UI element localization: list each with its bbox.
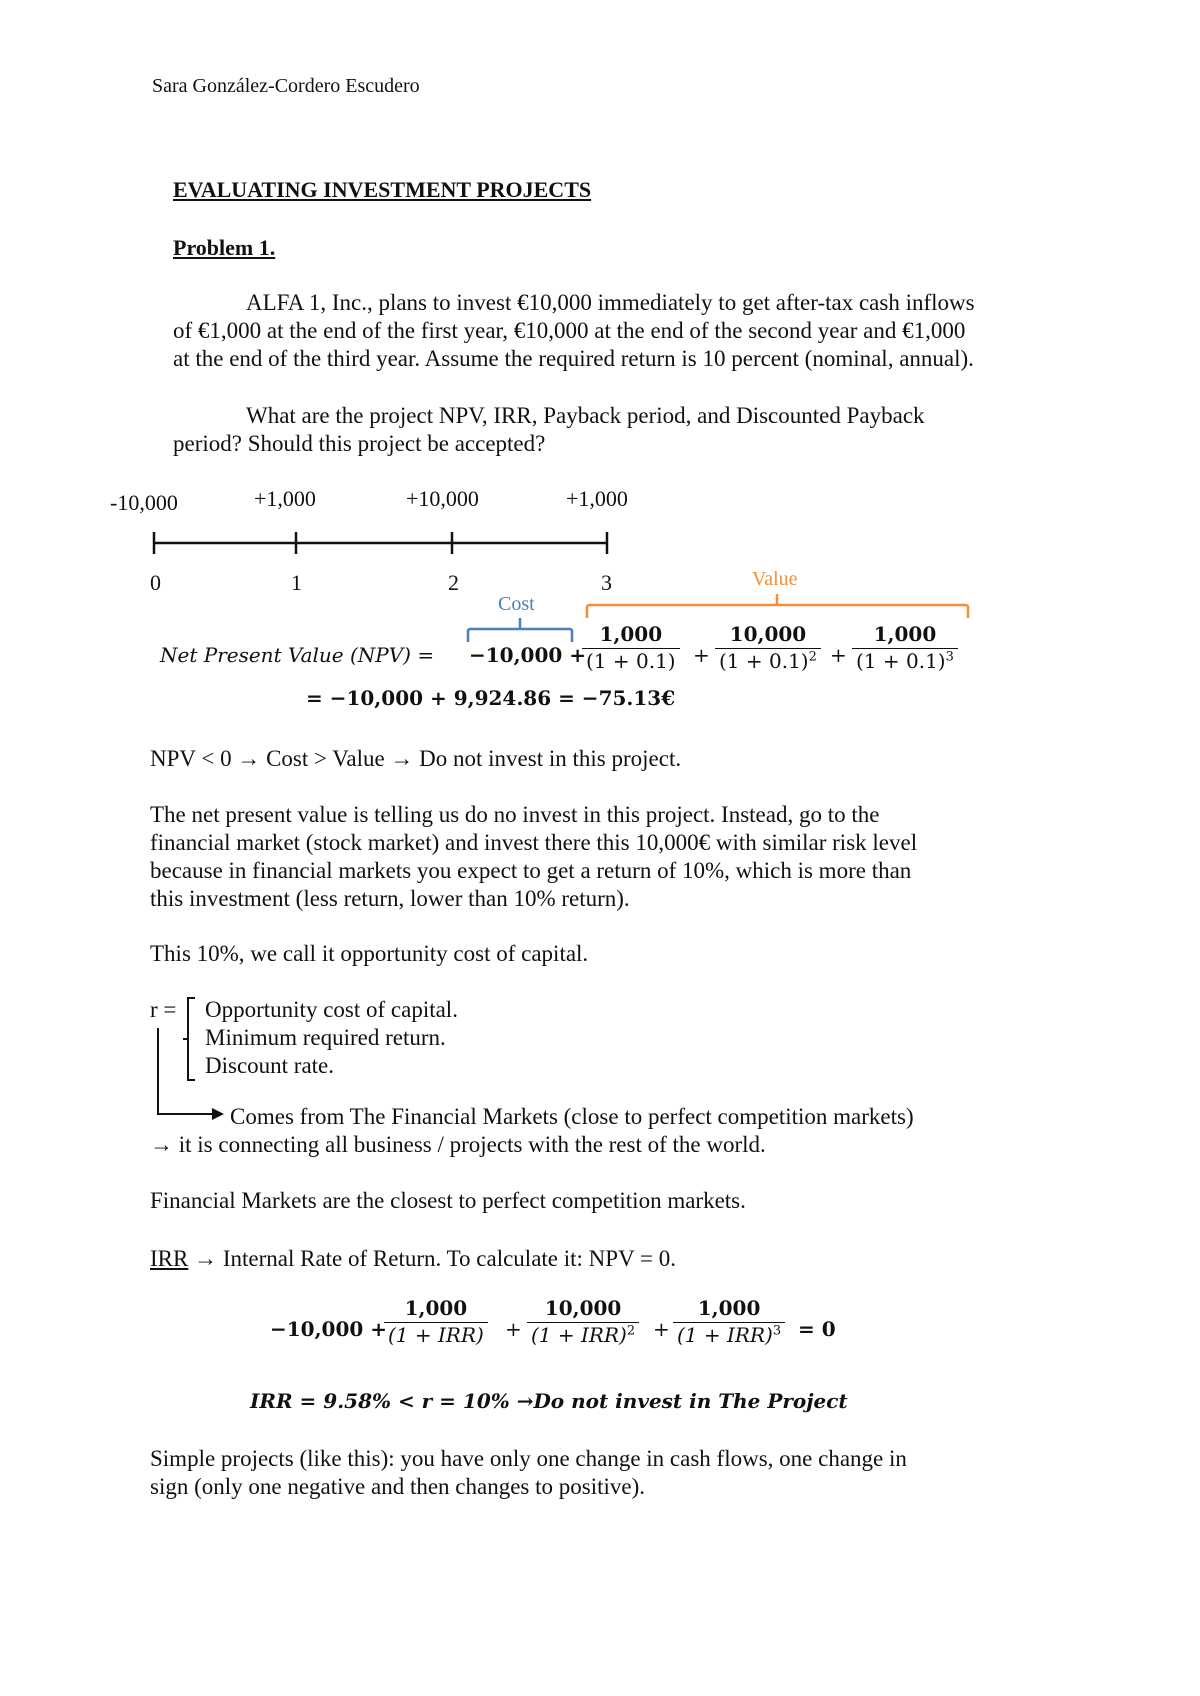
author-header: Sara González-Cordero Escudero [152, 75, 420, 97]
npv-result: = −10,000 + 9,924.86 = −75.13€ [306, 686, 676, 710]
irr-result: IRR = 9.58% < r = 10% →Do not invest in The Project [250, 1389, 848, 1413]
numerator: 1,000 [873, 622, 937, 646]
denominator-text: (1 + IRR) [388, 1323, 484, 1347]
closest-markets-text: Financial Markets are the closest to perfect competition markets. [150, 1188, 746, 1213]
r-item: Opportunity cost of capital. [205, 997, 458, 1022]
irr-term-1 [384, 1296, 488, 1347]
npv-term-3 [852, 622, 958, 673]
explanation-line: The net present value is telling us do no invest in this project. Instead, go to the [150, 802, 880, 827]
numerator: 10,000 [544, 1296, 622, 1320]
irr-label: IRR [150, 1246, 189, 1271]
cash-flow-label: +1,000 [254, 486, 316, 511]
irr-intro [150, 1245, 676, 1273]
timeline-axis [140, 528, 620, 558]
denominator [582, 648, 680, 673]
financial-markets-text: Comes from The Financial Markets (close to perfect competition markets) [230, 1104, 914, 1129]
cash-flow-label: -10,000 [110, 490, 178, 515]
value-label: Value [752, 568, 798, 590]
npv-lhs: Net Present Value (NPV) = [160, 643, 435, 667]
r-label: r = [150, 997, 177, 1022]
problem-text-line: ALFA 1, Inc., plans to invest €10,000 immediately to get after-tax cash inflows [246, 290, 975, 315]
cost-brace [465, 616, 575, 646]
period-label: 2 [448, 570, 459, 595]
denominator-text: (1 + 0.1) [856, 649, 946, 673]
npv-term-1 [582, 622, 680, 673]
irr-term-2 [527, 1296, 639, 1347]
equals-zero: = 0 [798, 1317, 836, 1341]
problem-text-line: at the end of the third year. Assume the required return is 10 percent (nominal, annual). [173, 346, 974, 371]
explanation-line: because in financial markets you expect to get a return of 10%, which is more than [150, 858, 912, 883]
cost-label: Cost [498, 593, 535, 615]
cash-flow-label: +10,000 [406, 486, 479, 511]
r-source-arrow [150, 1024, 230, 1124]
plus-sign: + [505, 1317, 522, 1341]
denominator-text: (1 + IRR) [677, 1323, 773, 1347]
plus-sign: + [653, 1317, 670, 1341]
exponent: 3 [772, 1323, 782, 1339]
simple-projects-line: sign (only one negative and then changes to positive). [150, 1474, 646, 1499]
denominator [527, 1322, 639, 1347]
irr-intro-text: → Internal Rate of Return. To calculate it: NPV = 0. [188, 1246, 676, 1271]
question-line: period? Should this project be accepted? [173, 431, 546, 456]
irr-term-3 [673, 1296, 785, 1347]
denominator [852, 648, 958, 673]
financial-markets-text: → it is connecting all business / projects with the rest of the world. [150, 1132, 766, 1157]
explanation-line: financial market (stock market) and invest there this 10,000€ with similar risk level [150, 830, 918, 855]
exponent: 2 [808, 649, 817, 665]
period-label: 3 [601, 570, 612, 595]
value-brace [584, 592, 974, 622]
denominator [673, 1322, 785, 1347]
period-label: 1 [291, 570, 302, 595]
r-item: Discount rate. [205, 1053, 335, 1078]
denominator [715, 648, 821, 673]
numerator: 1,000 [697, 1296, 761, 1320]
explanation-line: this investment (less return, lower than 10% return). [150, 886, 630, 911]
plus-sign: + [830, 643, 847, 667]
numerator: 10,000 [729, 622, 807, 646]
numerator: 1,000 [404, 1296, 468, 1320]
problem-text-line: of €1,000 at the end of the first year, €10,000 at the end of the second year and €1,000 [173, 318, 966, 343]
simple-projects-line: Simple projects (like this): you have only one change in cash flows, one change in [150, 1446, 907, 1471]
numerator: 1,000 [599, 622, 663, 646]
problem-label: Problem 1. [173, 235, 276, 260]
irr-initial-cost: −10,000 + [270, 1317, 388, 1341]
npv-term-2 [715, 622, 821, 673]
denominator-text: (1 + IRR) [531, 1323, 627, 1347]
exponent: 3 [945, 649, 954, 665]
period-label: 0 [150, 570, 161, 595]
denominator [384, 1322, 488, 1347]
npv-conclusion: NPV < 0 → Cost > Value → Do not invest in this project. [150, 746, 682, 771]
npv-initial-cost: −10,000 + [469, 643, 587, 667]
question-line: What are the project NPV, IRR, Payback period, and Discounted Payback [246, 403, 925, 428]
denominator-text: (1 + 0.1) [586, 649, 676, 673]
plus-sign: + [693, 643, 710, 667]
document-title: EVALUATING INVESTMENT PROJECTS [173, 177, 592, 202]
opportunity-cost-text: This 10%, we call it opportunity cost of capital. [150, 941, 589, 966]
exponent: 2 [626, 1323, 636, 1339]
cash-flow-label: +1,000 [566, 486, 628, 511]
denominator-text: (1 + 0.1) [719, 649, 809, 673]
r-item: Minimum required return. [205, 1025, 446, 1050]
